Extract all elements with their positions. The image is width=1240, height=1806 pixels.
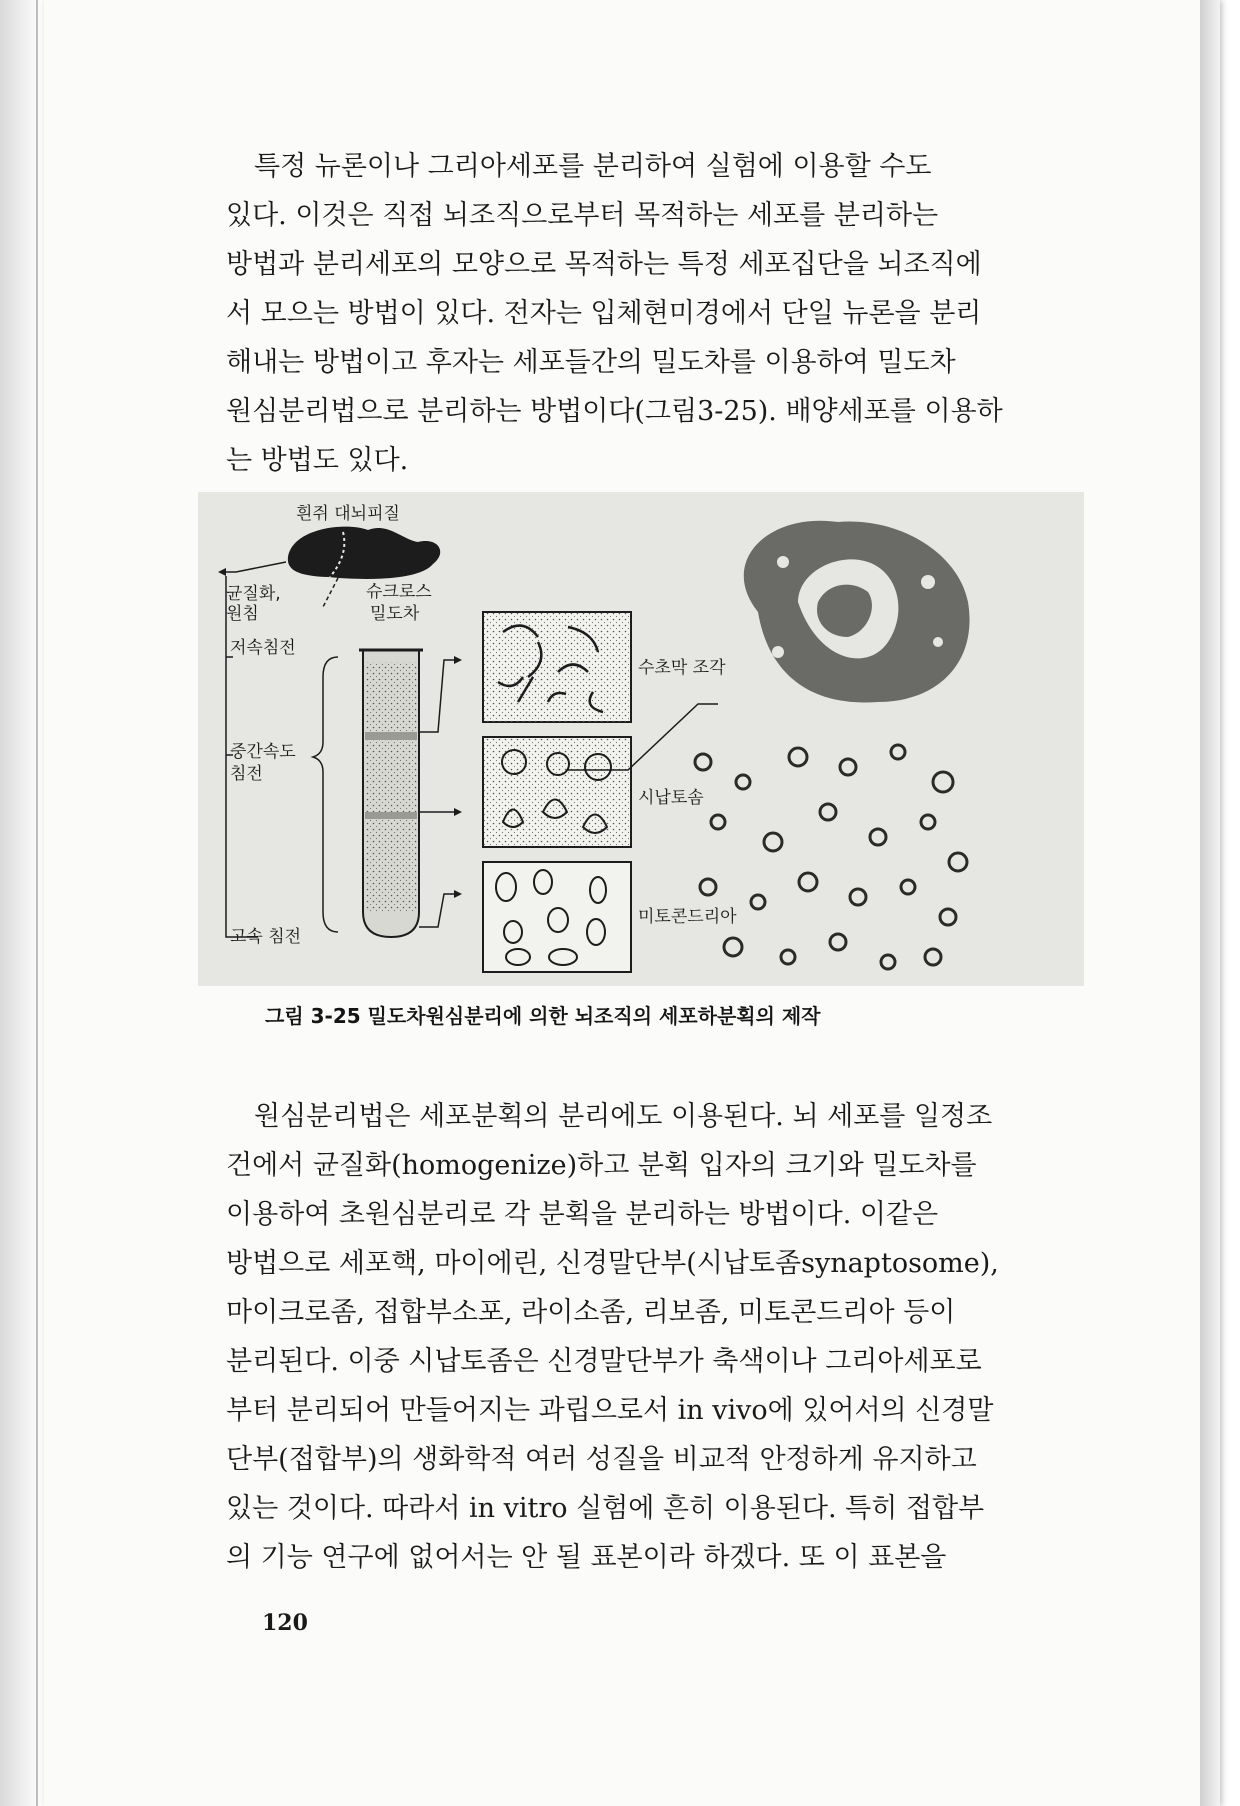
label-high-speed: 고속 침전: [230, 927, 302, 947]
paragraph-line: 분리된다. 이중 시납토좀은 신경말단부가 축색이나 그리아세포로: [226, 1346, 982, 1377]
paragraph-line: 의 기능 연구에 없어서는 안 될 표본이라 하겠다. 또 이 표본을: [226, 1542, 947, 1573]
paragraph-2: [226, 1092, 1082, 1582]
figure-3-25: [198, 492, 1084, 986]
synaptosome-panel: [483, 737, 631, 847]
label-mitochondria: 미토콘드리아: [638, 907, 737, 927]
page-number: 120: [262, 1610, 308, 1636]
label-rat-cortex: 흰쥐 대뇌피질: [296, 504, 400, 524]
label-synaptosome: 시납토솜: [638, 788, 704, 808]
label-low-speed: 저속침전: [230, 638, 296, 658]
paragraph-line: 마이크로좀, 접합부소포, 라이소좀, 리보좀, 미토콘드리아 등이: [226, 1297, 956, 1328]
label-sucrose: 슈크로스: [366, 582, 432, 602]
paragraph-line: 특정 뉴론이나 그리아세포를 분리하여 실험에 이용할 수도: [254, 151, 932, 182]
paragraph-line: 원심분리법으로 분리하는 방법이다(그림3-25). 배양세포를 이용하: [226, 396, 1003, 427]
mitochondria-panel: [483, 862, 631, 972]
label-mid-speed: 중간속도: [230, 742, 296, 762]
myelin-panel: [483, 612, 631, 722]
paragraph-line: 방법과 분리세포의 모양으로 목적하는 특정 세포집단을 뇌조직에: [226, 249, 982, 280]
paragraph-line: 서 모으는 방법이 있다. 전자는 입체현미경에서 단일 뉴론을 분리: [226, 298, 982, 329]
paragraph-line: 는 방법도 있다.: [226, 445, 409, 476]
micrograph-bottom: [695, 745, 967, 969]
paragraph-line: 원심분리법은 세포분획의 분리에도 이용된다. 뇌 세포를 일정조: [254, 1101, 993, 1132]
paragraph-line: 해내는 방법이고 후자는 세포들간의 밀도차를 이용하여 밀도차: [226, 347, 956, 378]
label-myelin: 수초막 조각: [638, 658, 726, 678]
paragraph-line: 있다. 이것은 직접 뇌조직으로부터 목적하는 세포를 분리하는: [226, 200, 939, 231]
micrograph-top: [744, 521, 970, 703]
paragraph-line: 단부(접합부)의 생화학적 여러 성질을 비교적 안정하게 유지하고: [226, 1444, 977, 1475]
paragraph-line: 건에서 균질화(homogenize)하고 분획 입자의 크기와 밀도차를: [226, 1150, 977, 1181]
figure-caption: 그림 3-25 밀도차원심분리에 의한 뇌조직의 세포하분획의 제작: [265, 1004, 821, 1028]
label-sucrose-2: 밀도차: [370, 604, 420, 624]
paragraph-line: 방법으로 세포핵, 마이에린, 신경말단부(시납토좀synaptosome),: [226, 1248, 999, 1279]
label-homogenize-2: 원침: [226, 604, 259, 624]
rat-cortex-drawing: [288, 527, 440, 579]
paragraph-line: 있는 것이다. 따라서 in vitro 실험에 흔히 이용된다. 특히 접합부: [226, 1493, 985, 1524]
paragraph-1: [226, 142, 1082, 485]
page-right-edge: [1200, 0, 1220, 1806]
paragraph-line: 부터 분리되어 만들어지는 과립으로서 in vivo에 있어서의 신경말: [226, 1395, 994, 1426]
label-mid-speed-2: 침전: [230, 764, 263, 784]
book-edge-line: [36, 0, 38, 1806]
paragraph-line: 이용하여 초원심분리로 각 분획을 분리하는 방법이다. 이같은: [226, 1199, 939, 1230]
label-homogenize: 균질화,: [226, 584, 281, 604]
